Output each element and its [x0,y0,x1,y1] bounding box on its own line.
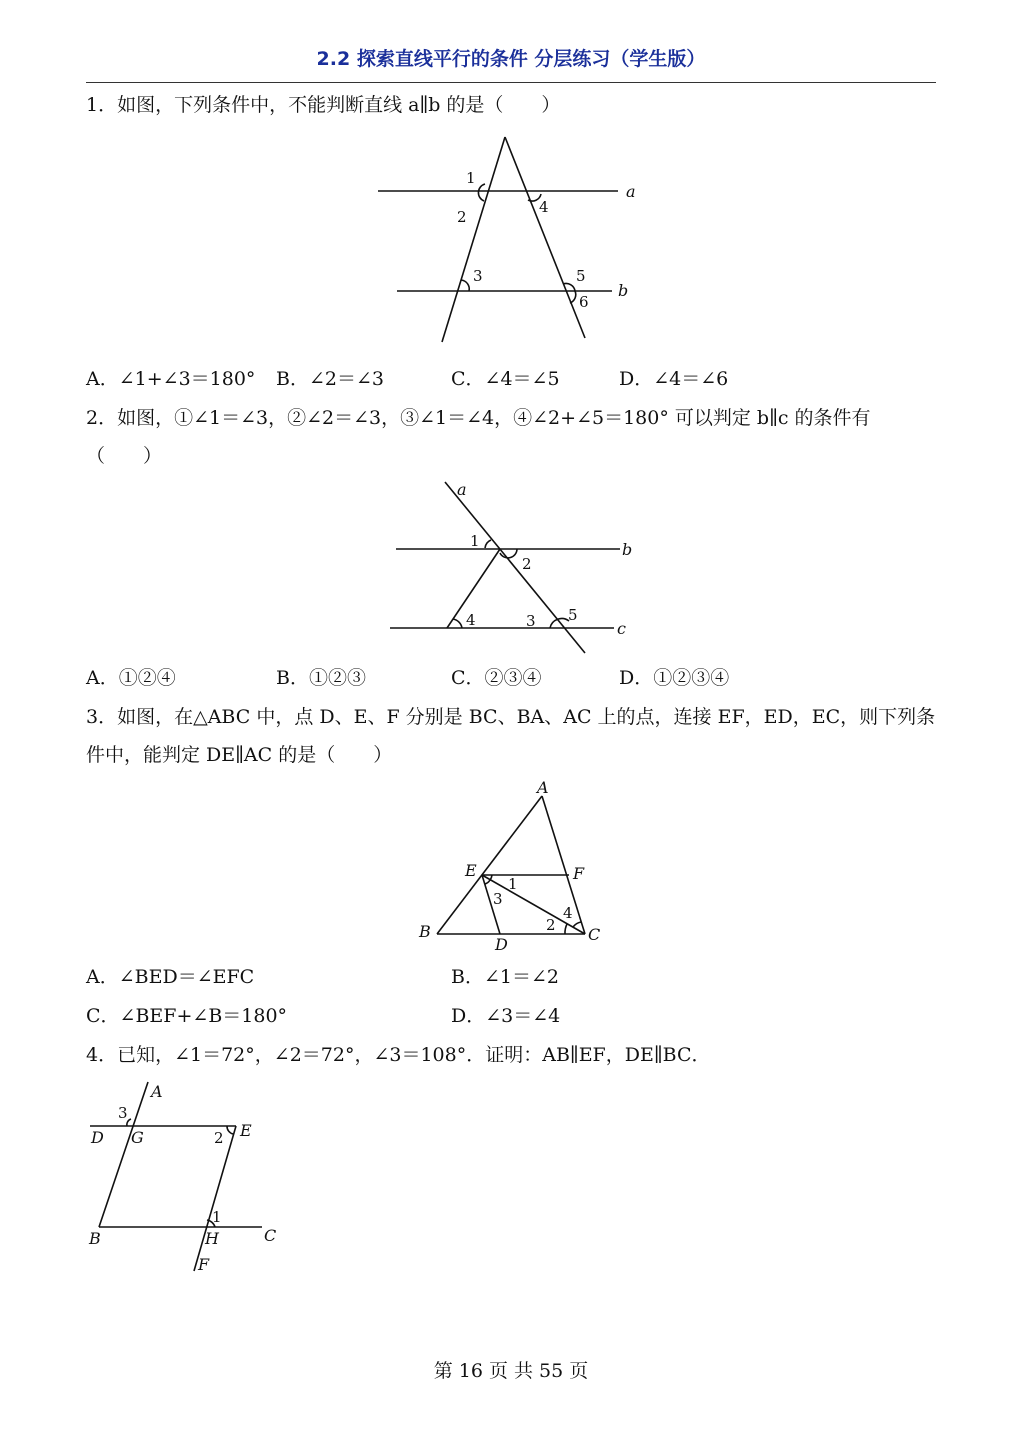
q2-label-a: a [457,480,467,499]
q3-stem-cont: 件中，能判定 DE∥AC 的是（ ） [86,744,393,766]
q2-label-b: b [622,540,633,559]
q3-stem: 3．如图，在△ABC 中，点 D、E、F 分别是 BC、BA、AC 上的点，连接 EF，ED，EC，则下列条 [86,706,936,728]
q4-label-A: A [151,1082,163,1101]
q2-stem: 2．如图，①∠1＝∠3，②∠2＝∠3，③∠1＝∠4，④∠2+∠5＝180° 可以判定 b∥c 的条件有 [86,407,871,429]
q1-label-3: 3 [473,267,483,285]
q1-label-5: 5 [576,267,586,285]
q1-option-a[interactable]: A．∠1+∠3＝180° [86,368,256,390]
q4-label-C: C [264,1226,277,1245]
q4-label-3: 3 [118,1104,128,1122]
q1-label-6: 6 [579,293,589,311]
q4-label-E: E [240,1121,252,1140]
q3-label-E: E [465,861,477,880]
q3-label-A: A [537,778,549,797]
q1-label-4: 4 [539,198,549,216]
q2-label-5: 5 [568,606,578,624]
page-title: 2.2 探索直线平行的条件 分层练习（学生版） [316,48,706,70]
q4-label-2: 2 [214,1129,224,1147]
q2-option-b[interactable]: B．①②③ [276,667,366,689]
q1-option-c[interactable]: C．∠4＝∠5 [451,368,560,390]
q3-option-a[interactable]: A．∠BED＝∠EFC [86,966,255,988]
q4-angle2-arc [227,1126,233,1134]
q2-option-d[interactable]: D．①②③④ [619,667,730,689]
q3-label-4: 4 [563,904,573,922]
q3-label-3: 3 [493,890,503,908]
q3-label-2: 2 [546,916,556,934]
page-number: 第 16 页 共 55 页 [433,1360,589,1382]
q2-label-4: 4 [466,611,476,629]
q1-label-1: 1 [466,169,476,187]
q3-option-b[interactable]: B．∠1＝∠2 [451,966,559,988]
q3-label-1: 1 [508,875,518,893]
q1-label-b: b [618,281,629,300]
q2-label-1: 1 [470,532,480,550]
q2-label-3: 3 [526,612,536,630]
q1-option-b[interactable]: B．∠2＝∠3 [276,368,384,390]
q4-label-G: G [131,1128,144,1147]
q4-stem: 4．已知，∠1＝72°，∠2＝72°，∠3＝108°．证明：AB∥EF，DE∥BC． [86,1044,711,1066]
q3-option-c[interactable]: C．∠BEF+∠B＝180° [86,1005,288,1027]
q4-line-ef [194,1126,236,1271]
q2-option-a[interactable]: A．①②④ [86,667,176,689]
q4-label-B: B [89,1229,101,1248]
q1-label-2: 2 [457,208,467,226]
q2-label-2: 2 [522,555,532,573]
q2-option-c[interactable]: C．②③④ [451,667,542,689]
q3-label-F: F [573,864,585,883]
q3-label-C: C [588,925,601,944]
q3-label-D: D [495,935,508,954]
q3-option-d[interactable]: D．∠3＝∠4 [451,1005,561,1027]
q2-label-c: c [617,619,626,638]
q1-label-a: a [626,182,636,201]
q4-label-H: H [205,1229,219,1248]
q4-label-F: F [198,1255,210,1274]
q2-stem-cont: （ ） [86,445,163,467]
q3-label-B: B [419,922,431,941]
q1-stem: 1．如图，下列条件中，不能判断直线 a∥b 的是（ ） [86,94,561,116]
q4-label-D: D [91,1128,104,1147]
q1-option-d[interactable]: D．∠4＝∠6 [619,368,729,390]
q4-label-1: 1 [212,1208,222,1226]
